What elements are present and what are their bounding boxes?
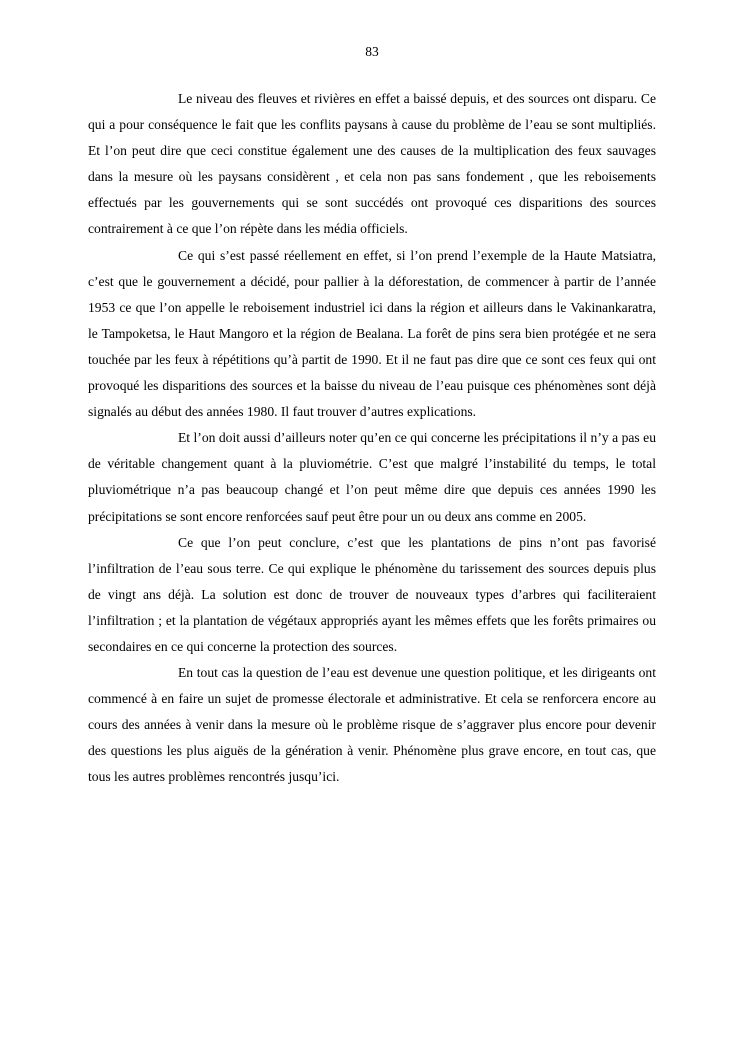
page-number: 83 — [365, 44, 379, 59]
body-text — [88, 86, 656, 791]
paragraph-2: Ce qui s’est passé réellement en effet, si l’on prend l’exemple de la Haute Matsiatra, c’est que le gouvernement a décidé, pour pallier à la déforestation, de commencer à partir de l’année 1953 ce que l’on appelle le reboisement industriel ici dans la région et ailleurs dans le Vakinankaratra, le Tampoketsa, le Haut Mangoro et la région de Bealana. La forêt de pins sera bien protégée et ne sera touchée par les feux à répétitions qu’à partit de 1990. Et il ne faut pas dire que ce sont ces feux qui ont provoqué les disparitions des sources et la baisse du niveau de l’eau puisque ces phénomènes sont déjà signalés au début des années 1980. Il faut trouver d’autres explications. — [88, 247, 656, 420]
paragraph-4: Ce que l’on peut conclure, c’est que les plantations de pins n’ont pas favorisé l’infiltration de l’eau sous terre. Ce qui explique le phénomène du tarissement des sources depuis plus de vingt ans déjà. La solution est donc de trouver de nouveaux types d’arbres qui faciliteraient l’infiltration ; et la plantation de végétaux appropriés ayant les mêmes effets que les forêts primaires ou secondaires en ce qui concerne la protection des sources. — [88, 534, 656, 654]
paragraph-3: Et l’on doit aussi d’ailleurs noter qu’en ce qui concerne les précipitations il n’y a pas eu de véritable changement quant à la pluviométrie. C’est que malgré l’instabilité du temps, le total pluviométrique n’a pas beaucoup changé et l’on peut même dire que depuis ces années 1990 les précipitations se sont encore renforcées sauf peut être pour un ou deux ans comme en 2005. — [88, 430, 656, 524]
paragraph-5: En tout cas la question de l’eau est devenue une question politique, et les dirigeants ont commencé à en faire un sujet de promesse électorale et administrative. Et cela se renforcera encore au cours des années à venir dans la mesure où le problème risque de s’aggraver plus encore pour devenir des questions les plus aiguës de la génération à venir. Phénomène plus grave encore, en tout cas, que tous les autres problèmes rencontrés jusqu’ici. — [88, 665, 656, 785]
paragraph-1: Le niveau des fleuves et rivières en effet a baissé depuis, et des sources ont disparu. Ce qui a pour conséquence le fait que les conflits paysans à cause du problème de l’eau se sont multipliés. Et l’on peut dire que ceci constitue également une des causes de la multiplication des feux sauvages dans la mesure où les paysans considèrent , et cela non pas sans fondement , que les reboisements effectués par les gouvernements qui se sont succédés ont provoqué ces disparitions des sources contrairement à ce que l’on répète dans les média officiels. — [88, 91, 656, 237]
